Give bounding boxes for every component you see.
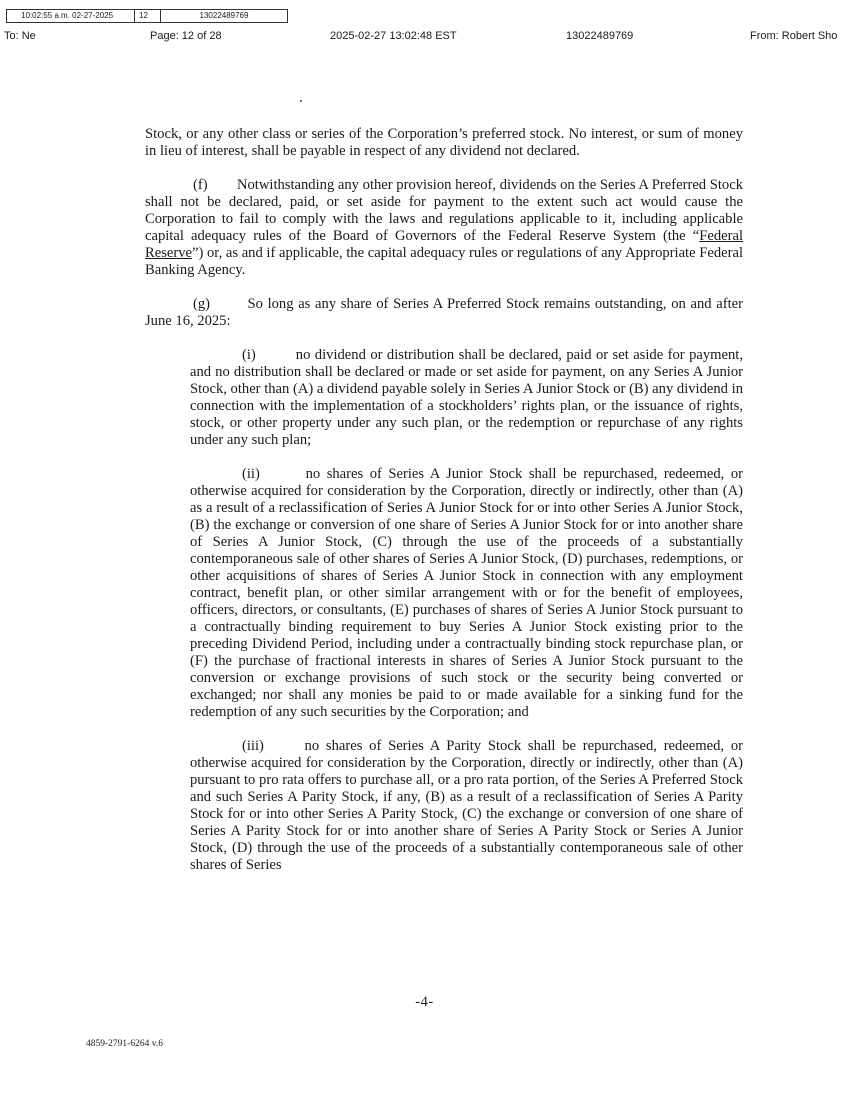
fax-page: Page: 12 of 28: [150, 30, 222, 42]
marker-g: (g): [193, 296, 211, 312]
paragraph-f-text-after: ”) or, as and if applicable, the capital adequacy rules or regulations of any Appropriate Federal Banking Agency.: [145, 245, 743, 278]
document-body: [145, 126, 743, 891]
marker-iii: (iii): [242, 738, 264, 754]
fax-box-page: 12: [135, 10, 161, 22]
paragraph-f-text-before: Notwithstanding any other provision hereof, dividends on the Series A Preferred Stock shall not be declared, paid, or set aside for payment to the extent such act would cause the Corporation to fail to comply with the laws and regulations applicable to it, including applicable capital adequacy rules of the Board of Governors of the Federal Reserve System (the “: [145, 177, 744, 244]
paragraph-continuation: Stock, or any other class or series of the Corporation’s preferred stock. No interest, or sum of money in lieu of interest, shall be payable in respect of any dividend not declared.: [145, 126, 743, 159]
paragraph-iii: [190, 738, 743, 874]
paragraph-g: [145, 296, 743, 330]
paragraph-ii-text: no shares of Series A Junior Stock shall be repurchased, redeemed, or otherwise acquired for consideration by the Corporation, directly or indirectly, other than (A) as a result of a reclassification of Series A Junior Stock for or into other Series A Junior Stock, (B) the exchange or conversion of one share of Series A Junior Stock for or into another share of Series A Junior Stock, (C) through the use of the proceeds of a substantially contemporaneous sale of other shares of Series A Junior Stock, (D) purchases, redemptions, or other acquisitions of shares of Series A Junior Stock in connection with any employment contract, benefit plan, or other similar arrangement with or for the benefit of employees, officers, directors, or consultants, (E) purchases of shares of Series A Junior Stock pursuant to a contractually binding requirement to buy Series A Junior Stock existing prior to the preceding Dividend Period, including under a contractually binding stock repurchase plan, or (F) the purchase of fractional interests in shares of Series A Junior Stock pursuant to the conversion or exchange provisions of such stock or the security being converted or exchanged; nor shall any monies be paid to or made available for a sinking fund for the redemption of any such securities by the Corporation; and: [190, 466, 743, 720]
document-id: 4859-2791-6264 v.6: [86, 1039, 163, 1049]
fax-number: 13022489769: [566, 30, 634, 42]
fax-datetime: 2025-02-27 13:02:48 EST: [330, 30, 457, 42]
defined-term-federal-reserve: Federal Reserve: [145, 228, 743, 261]
paragraph-i-text: no dividend or distribution shall be declared, paid or set aside for payment, and no distribution shall be declared or made or set aside for payment, on any Series A Junior Stock, other than (A) a dividend payable solely in Series A Junior Stock or (B) any dividend in connection with the implementation of a stockholders’ rights plan, or the issuance of rights, stock, or other property under any such plan, or the redemption or repurchase of any rights under any such plan;: [190, 347, 743, 448]
fax-to: To: Ne: [4, 30, 36, 42]
fax-box-time: 10:02:55 a.m. 02-27-2025: [7, 10, 135, 22]
paragraph-ii: [190, 466, 743, 721]
paragraph-iii-text: no shares of Series A Parity Stock shall be repurchased, redeemed, or otherwise acquired for consideration by the Corporation, directly or indirectly, other than (A) pursuant to pro rata offers to purchase all, or a pro rata portion, of the Series A Preferred Stock and such Series A Parity Stock, if any, (B) as a result of a reclassification of Series A Parity Stock for or into other Series A Parity Stock, (C) the exchange or conversion of one share of Series A Parity Stock for or into another share of Series A Parity Stock or Series A Junior Stock, (D) through the use of the proceeds of a substantially contemporaneous sale of other shares of Series: [190, 738, 743, 873]
page-number: -4-: [415, 994, 434, 1010]
fax-box-number: 13022489769: [199, 11, 249, 20]
marker-ii: (ii): [242, 466, 260, 482]
paragraph-f: [145, 177, 743, 279]
fax-header-box: [6, 9, 288, 23]
fax-from: From: Robert Sho: [750, 30, 838, 42]
marker-i: (i): [242, 347, 256, 363]
paragraph-i: [190, 347, 743, 449]
paragraph-g-text: So long as any share of Series A Preferred Stock remains outstanding, on and after June 16, 2025:: [145, 296, 744, 329]
marker-f: (f): [193, 177, 208, 193]
scan-speck: [300, 100, 302, 102]
